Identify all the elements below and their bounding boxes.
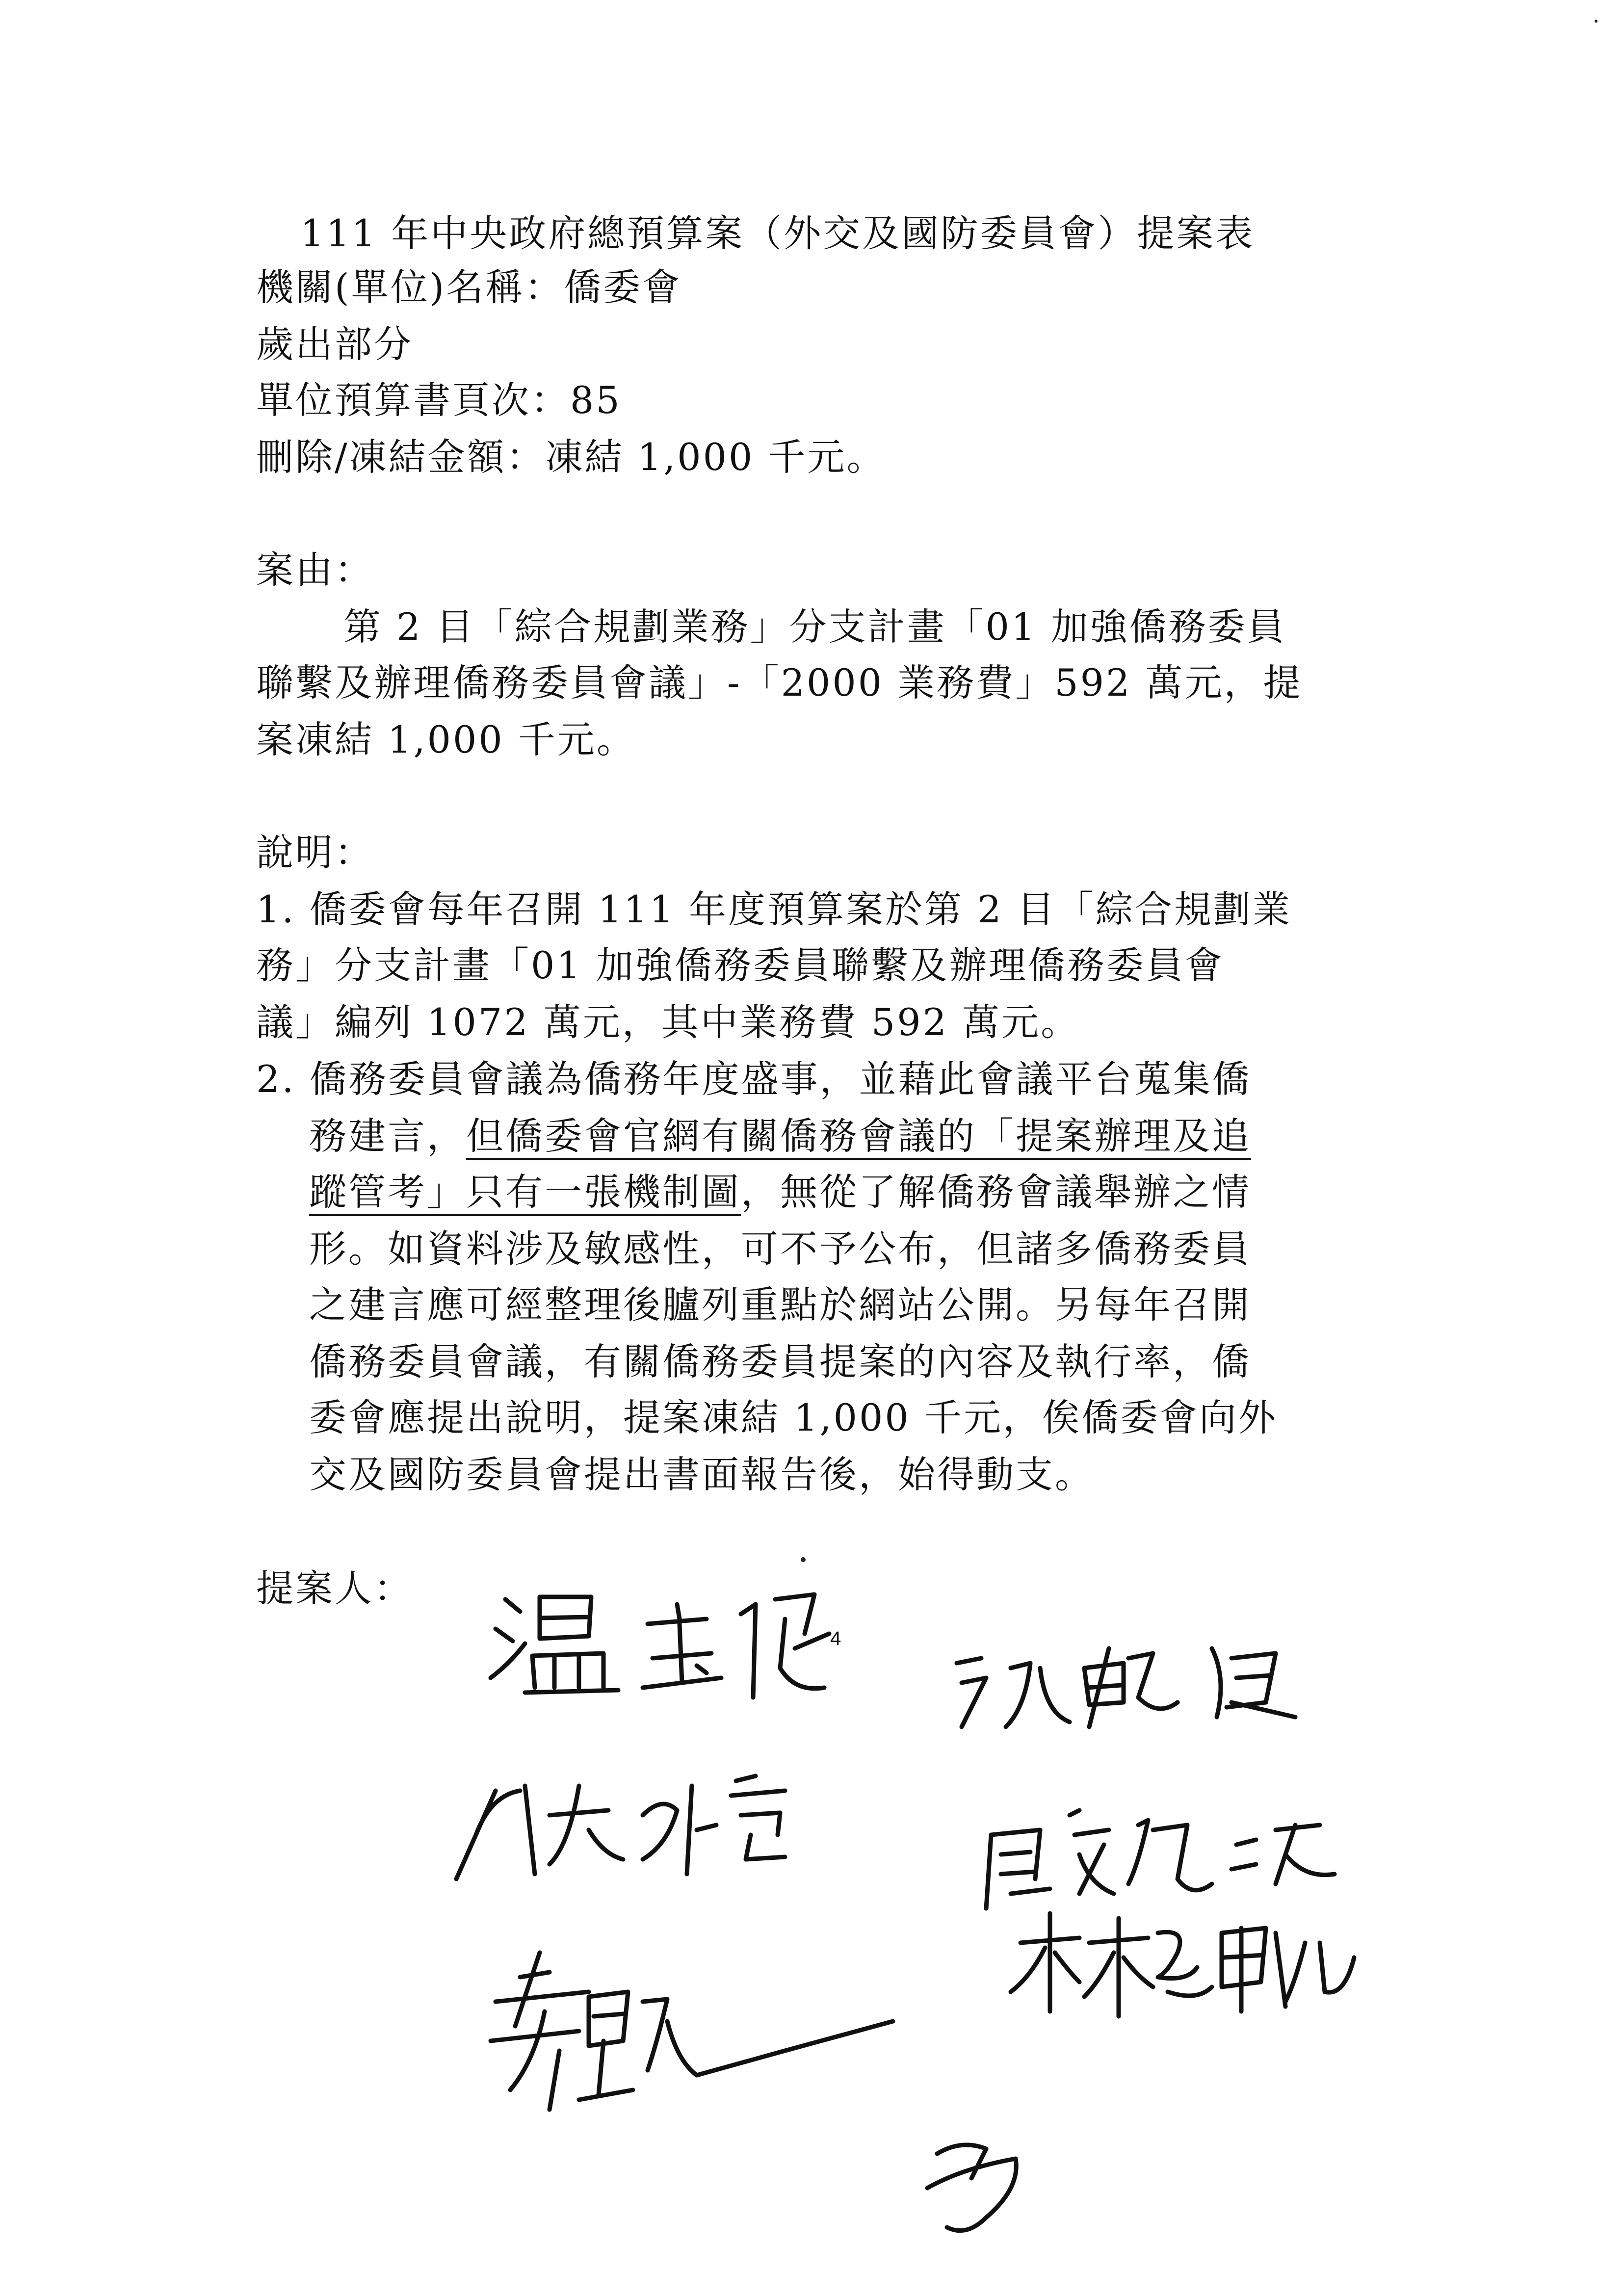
proposer-label: 提案人： xyxy=(256,1566,413,1610)
case-line: 案凍結 1,000 千元。 xyxy=(256,718,636,761)
signature-5 xyxy=(1011,1913,1354,2016)
signature-6 xyxy=(491,1953,893,2110)
underlined-text: 但僑委會官網有關僑務會議的「提案辦理及追 xyxy=(466,1114,1251,1158)
frozen-amount: 刪除/凍結金額：凍結 1,000 千元。 xyxy=(256,435,886,479)
explanation-label: 說明： xyxy=(256,831,374,874)
underlined-text: 蹤管考」只有一張機制圖 xyxy=(309,1170,741,1214)
signature-3 xyxy=(456,1776,785,1879)
scan-speck xyxy=(1595,20,1598,23)
signature-7 xyxy=(927,2145,1016,2231)
signature-4 xyxy=(986,1810,1335,1908)
explanation-text: ，無從了解僑務會議舉辦之情 xyxy=(741,1170,1251,1214)
explanation-item-2-line: 形。如資料涉及敏感性，可不予公布，但諸多僑務委員 xyxy=(309,1227,1251,1271)
explanation-item-2-line: 交及國防委員會提出書面報告後，始得動支。 xyxy=(309,1453,1094,1496)
budget-page-number: 單位預算書頁次：85 xyxy=(256,378,622,422)
explanation-item-2-line xyxy=(309,1170,1251,1214)
case-line: 聯繫及辦理僑務委員會議」-「2000 業務費」592 萬元，提 xyxy=(256,661,1303,704)
explanation-item-2-line: 之建言應可經整理後臚列重點於網站公開。另每年召開 xyxy=(309,1283,1251,1327)
explanation-item-1-line: 1. 僑委會每年召開 111 年度預算案於第 2 目「綜合規劃業 xyxy=(256,887,1292,931)
explanation-item-2-line: 僑務委員會議，有關僑務委員提案的內容及執行率，僑 xyxy=(309,1340,1251,1383)
explanation-text: 務建言， xyxy=(309,1114,466,1158)
explanation-item-2-line: 2. 僑務委員會議為僑務年度盛事，並藉此會議平台蒐集僑 xyxy=(256,1057,1252,1101)
page-number: 4 xyxy=(830,1628,841,1649)
explanation-item-1-line: 務」分支計畫「01 加強僑務委員聯繫及辦理僑務委員會 xyxy=(256,943,1224,987)
agency-name: 機關(單位)名稱：僑委會 xyxy=(256,265,682,309)
case-line: 第 2 目「綜合規劃業務」分支計畫「01 加強僑務委員 xyxy=(343,605,1286,649)
signature-2 xyxy=(957,1648,1295,1727)
signature-1 xyxy=(491,1594,829,1697)
case-label: 案由： xyxy=(256,548,374,592)
document-title: 111 年中央政府總預算案（外交及國防委員會）提案表 xyxy=(300,211,1255,255)
expenditure-section: 歲出部分 xyxy=(256,322,413,366)
explanation-item-1-line: 議」編列 1072 萬元，其中業務費 592 萬元。 xyxy=(256,1000,1080,1044)
explanation-item-2-line: 委會應提出說明，提案凍結 1,000 千元，俟僑委會向外 xyxy=(309,1396,1278,1439)
explanation-item-2-line xyxy=(309,1114,1251,1158)
scan-speck xyxy=(801,1557,806,1562)
